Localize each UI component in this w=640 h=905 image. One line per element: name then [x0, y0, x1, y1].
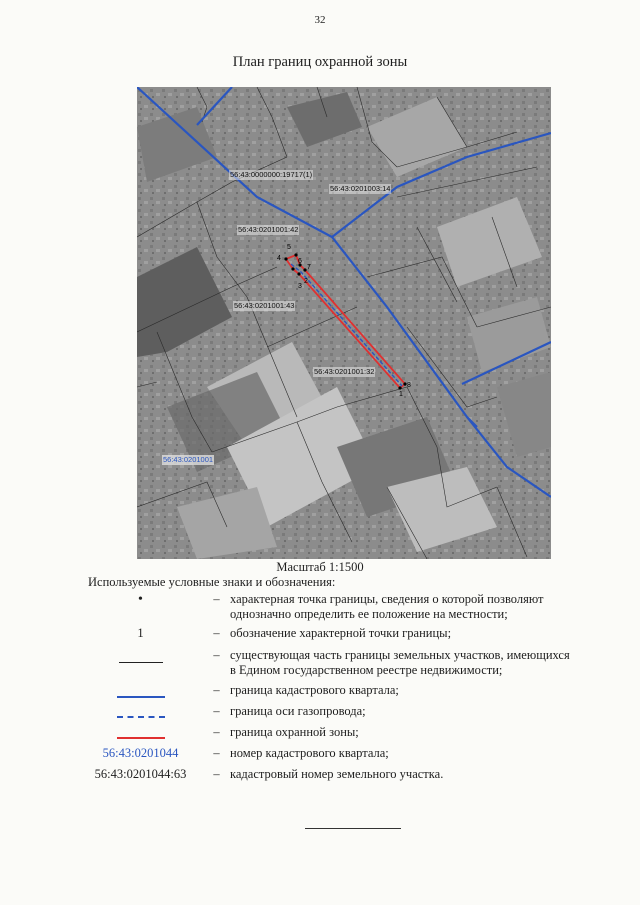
legend-text: кадастровый номер земельного участка. [230, 767, 444, 781]
point-number-8: 8 [407, 382, 411, 389]
legend-row-quarter-boundary [78, 683, 578, 704]
legend-dash: – [213, 704, 220, 718]
legend-dash: – [213, 626, 220, 640]
point-number-symbol: 1 [137, 626, 144, 640]
parcel-number-symbol: 56:43:0201044:63 [94, 767, 187, 781]
point-number-4: 4 [277, 255, 281, 262]
black-line-icon [78, 648, 203, 663]
point-number-2: 2 [304, 278, 308, 285]
dashed-line-icon [78, 704, 203, 719]
legend-dash: – [213, 725, 220, 739]
map-label-quarter-0201001: 56:43:0201001 [163, 455, 214, 464]
map-drawing [137, 87, 551, 559]
legend [78, 591, 578, 788]
legend-row-pipeline-axis [78, 704, 578, 725]
legend-text: характерная точка границы, сведения о которой позволяют однозначно определить ее положение на местности; [230, 592, 544, 621]
legend-dash: – [213, 592, 220, 606]
legend-text: граница кадастрового квартала; [230, 683, 399, 697]
legend-title: Используемые условные знаки и обозначения: [88, 575, 336, 589]
legend-text: номер кадастрового квартала; [230, 746, 389, 760]
point-number-3: 3 [298, 283, 302, 290]
legend-text: существующая часть границы земельных участков, имеющихся в Едином государственном реестре недвижимости; [230, 648, 570, 677]
legend-row-point [78, 591, 578, 626]
legend-text: граница охранной зоны; [230, 725, 359, 739]
legend-dash: – [213, 767, 220, 781]
point-number-6: 6 [298, 258, 302, 265]
point-symbol-icon: • [138, 592, 143, 607]
point-number-7: 7 [307, 264, 311, 271]
page-number: 32 [314, 14, 326, 26]
map-label-parcel-19717: 56:43:0000000:19717(1) [230, 170, 313, 179]
red-line-icon [78, 725, 203, 740]
legend-row-point-number [78, 626, 578, 648]
quarter-number-symbol: 56:43:0201044 [102, 746, 179, 760]
map-label-parcel-0201001-43: 56:43:0201001:43 [234, 301, 295, 310]
point-number-1: 1 [399, 391, 403, 398]
legend-dash: – [213, 746, 220, 760]
blue-line-icon [78, 683, 203, 698]
signature-line [305, 828, 401, 829]
map-scale: Масштаб 1:1500 [276, 560, 364, 574]
legend-text: обозначение характерной точки границы; [230, 626, 452, 640]
legend-row-parcel-number [78, 767, 578, 788]
legend-row-existing-boundary [78, 648, 578, 683]
map-label-parcel-0201001-42: 56:43:0201001:42 [238, 225, 299, 234]
page-title: План границ охранной зоны [232, 54, 408, 70]
legend-text: граница оси газопровода; [230, 704, 366, 718]
legend-row-quarter-number [78, 746, 578, 767]
map-label-parcel-0201003-14: 56:43:0201003:14 [330, 184, 391, 193]
aerial-map [137, 87, 551, 559]
legend-dash: – [213, 683, 220, 697]
legend-row-protection-zone [78, 725, 578, 746]
point-number-5: 5 [287, 244, 291, 251]
map-label-parcel-0201001-32: 56:43:0201001:32 [314, 367, 375, 376]
legend-dash: – [213, 648, 220, 662]
